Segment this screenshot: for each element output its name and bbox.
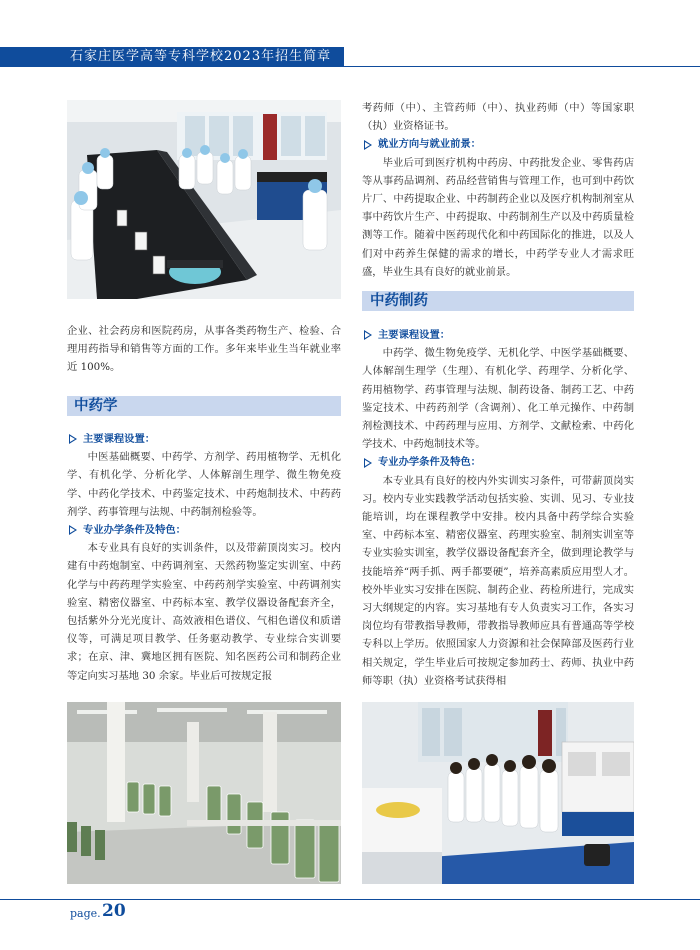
section-title-tcm-manufacturing: 中药制药 (370, 293, 428, 309)
tcm-manufacturing-courses-heading (362, 326, 634, 344)
triangle-bullet-icon (69, 434, 77, 444)
tcm-manufacturing-courses-text: 中药学、微生物免疫学、无机化学、中医学基础概要、人体解剖生理学（生理）、有机化学、药理学、分析化学、药用植物学、药事管理与法规、制药设备、制药工艺、中药鉴定技术、中药药剂学（含调剂）、化工单元操作、中药制剂检测技术、中药药理与应用、方剂学、文献检索、中药化学技术、中药炮制技术等。 (362, 347, 634, 451)
pharmacy-tcm-conditions-heading (67, 521, 341, 539)
pharmacy-tcm-courses-text: 中医基础概要、中药学、方剂学、药用植物学、无机化学、有机化学、分析化学、人体解剖生理学、微生物免疫学、中药化学技术、中药鉴定技术、中药炮制技术、中药药剂学、药事管理与法规、中药制剂检验等。 (67, 451, 341, 518)
pharmacy-tcm-body (67, 430, 341, 685)
employment-text: 毕业后可到医疗机构中药房、中药批发企业、零售药店等从事药品调剂、药品经营销售与管理工作，也可到中药饮片厂、中药提取企业、中药制药企业以及医疗机构制剂室从事中药饮片生产、中药提取、中药制剂生产以及中药质量检测等工作。随着中医药现代化和中药国际化的推进，以及人们对中药养生保健的需求的增长，中药学专业人才需求旺盛，毕业生具有良好的就业前景。 (362, 156, 634, 278)
lab-microscope-photo (67, 100, 341, 299)
page-number: 20 (102, 901, 126, 921)
instrument-lab-photo (362, 702, 634, 884)
triangle-bullet-icon (364, 458, 372, 468)
specimen-hall-photo (67, 702, 341, 884)
triangle-bullet-icon (364, 330, 372, 340)
triangle-bullet-icon (364, 140, 372, 150)
pharmacy-tcm-courses-heading-text: 主要课程设置： (83, 433, 156, 445)
page-label: page. (70, 907, 101, 920)
header-title: 石家庄医学高等专科学校2023年招生简章 (70, 49, 332, 64)
pharmacy-tcm-conditions-text: 本专业具有良好的实训条件，以及带薪顶岗实习。校内建有中药炮制室、中药调剂室、天然药物鉴定实训室、中药化学与中药药理学实验室、中药药剂学实验室、中药调剂实验室、精密仪器室、中药标本室、教学仪器设备配套齐全，包括紫外分光光度计、高效液相色谱仪、气相色谱仪和质谱仪等，可满足项目教学、任务驱动教学、专业综合实训要求；在京、津、冀地区拥有医院、知名医药公司和制药企业等定向实习基地 30 余家。毕业后可按规定报 (67, 542, 341, 682)
tcm-manufacturing-conditions-heading-text: 专业办学条件及特色： (378, 456, 481, 469)
tcm-manufacturing-courses-heading-text: 主要课程设置： (378, 329, 451, 341)
employment-heading-text: 就业方向与就业前景： (378, 138, 481, 151)
footer-rule (0, 899, 700, 900)
left-column (67, 322, 341, 377)
section-title-pharmacy-tcm: 中药学 (74, 398, 118, 414)
pharmacy-tcm-courses-heading (67, 430, 341, 448)
left-continued-paragraph: 企业、社会药房和医院药房，从事各类药物生产、检验、合理用药指导和销售等方面的工作。多年来毕业生当年就业率近 100%。 (67, 325, 341, 374)
right-column-top (362, 99, 634, 281)
tcm-manufacturing-conditions-heading (362, 453, 634, 471)
employment-heading (362, 135, 634, 153)
pharmacy-tcm-conditions-heading-text: 专业办学条件及特色： (83, 524, 186, 537)
triangle-bullet-icon (69, 525, 77, 535)
right-continued-paragraph: 考药师（中）、主管药师（中）、执业药师（中）等国家职（执）业资格证书。 (362, 102, 634, 133)
tcm-manufacturing-conditions-text: 本专业具有良好的校内外实训实习条件，可带薪顶岗实习。校内专业实践教学活动包括实验、实训、见习、专业技能培训，均在课程教学中安排。校内具备中药学综合实验室、中药标本室、精密仪器室、药理实验室、制剂实训室等专业实验实训室，教学仪器设备配套齐全，做到理论教学与技能培养“两手抓、两手都要硬”，培养高素质应用型人才。校外毕业实习安排在医院、制药企业、药检所进行，完成实习大纲规定的内容。实习基地有专人负责实习工作，各实习岗位均有带教指导教师，带教指导教师应具有普通高等学校专科以上学历。依照国家人力资源和社会保障部及医药行业相关规定，学生毕业后可按规定参加药士、药师、执业中药师等职（执）业资格考试获得相 (362, 474, 634, 687)
tcm-manufacturing-body (362, 326, 634, 690)
header-rule (344, 66, 700, 67)
